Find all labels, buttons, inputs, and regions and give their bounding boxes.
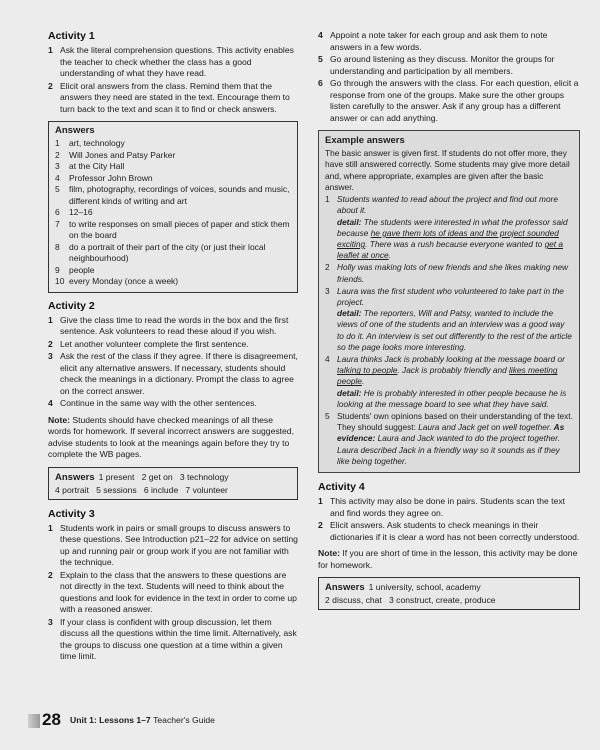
answer-detail <box>337 388 573 410</box>
answer-text: art, technology <box>69 138 125 148</box>
answer-text-part: . <box>361 376 365 387</box>
answer-text: Will Jones and Patsy Parker <box>69 149 176 160</box>
item-text: Ask the rest of the class if they agree. If there is disagreement, elicit any alternative answers. If necessary, students should check the meanings in a dictionary. Prompt the class to agree on the correct answer. <box>60 351 298 396</box>
answer-number: 2 <box>55 149 60 160</box>
answer-text: at the City Hall <box>69 161 125 171</box>
activity-3-list-continued <box>318 30 580 124</box>
answer-text: 12–16 <box>69 207 93 217</box>
answers-box-1 <box>48 121 298 293</box>
answer-underlined: talking to people <box>337 365 398 376</box>
answer-number: 8 <box>55 241 60 252</box>
item-text: Continue in the same way with the other sentences. <box>60 398 257 408</box>
answer-number: 4 <box>55 172 60 183</box>
item-number: 1 <box>325 194 330 205</box>
item-text: This activity may also be done in pairs. Students scan the text and find words they agree on. <box>330 496 566 518</box>
list-item <box>48 45 298 80</box>
detail-underlined: he gave them lots of ideas and the project sounded exciting <box>337 227 559 249</box>
example-answer-item <box>325 194 573 261</box>
note-label: Note: <box>48 414 70 425</box>
note-text: If you are short of time in the lesson, this activity may be done for homework. <box>318 548 578 570</box>
answer-text: to write responses on small pieces of paper and stick them on the board <box>69 218 290 240</box>
answer-item <box>55 265 291 277</box>
answer-item <box>55 173 291 185</box>
list-item <box>318 496 580 519</box>
answer-text: people <box>69 264 95 275</box>
example-answer-item <box>325 262 573 284</box>
item-text: Go around listening as they discuss. Monitor the groups for understanding and participation by all members. <box>330 54 555 76</box>
answer-italic: Laura and Jack wanted to do the project together. Laura described Jack in a friendly way so it sounds as if they like being together. <box>337 433 560 466</box>
answer-text: do a portrait of their part of the city (or just their local neighbourhood) <box>69 241 266 263</box>
answers-title: Answers <box>55 471 95 483</box>
item-number: 2 <box>48 569 53 580</box>
right-column <box>318 30 580 618</box>
answer-underlined: likes meeting people <box>337 365 558 387</box>
answers-title: Answers <box>325 582 365 594</box>
answer-text: Laura was the first student who volunteered to take part in the project. <box>337 285 564 308</box>
list-item <box>318 30 580 53</box>
answers-box-4 <box>318 577 580 610</box>
page-number: 28 <box>42 710 61 729</box>
detail-text: He is probably interested in other people because he is looking at the message board to see what they have said. <box>337 387 567 409</box>
item-number: 5 <box>325 411 330 422</box>
footer-tab-decoration <box>28 714 40 728</box>
item-number: 5 <box>318 54 323 64</box>
note-text: Students should have checked meanings of all these words for homework. If several incorrect answers are suggested, advise students to look at the meanings again before they try to complete the WB pages. <box>48 414 294 459</box>
detail-label: detail: <box>337 387 362 398</box>
unit-title: Unit 1: Lessons 1–7 <box>70 715 151 725</box>
answer-text <box>337 354 565 386</box>
list-item <box>318 78 580 124</box>
answer-text-part: Laura thinks Jack is probably looking at the message board or <box>337 354 565 365</box>
item-number: 4 <box>318 30 323 40</box>
item-number: 4 <box>48 398 53 408</box>
answer-detail <box>337 217 573 262</box>
list-item <box>48 351 298 397</box>
item-text: Appoint a note taker for each group and ask them to note answers in a few words. <box>330 30 548 52</box>
answer-item <box>55 219 291 242</box>
activity-3-list <box>48 523 298 663</box>
list-item <box>48 81 298 116</box>
list-item <box>48 339 298 351</box>
left-column <box>48 30 298 664</box>
detail-label: detail: <box>337 216 362 227</box>
list-item <box>318 520 580 543</box>
answer-number: 6 <box>55 207 60 217</box>
item-number: 1 <box>48 314 53 325</box>
answer-item <box>55 276 291 288</box>
answer-text: Students wanted to read about the project and find out more about it. <box>337 194 558 216</box>
answer-number: 5 <box>55 184 60 194</box>
answer-text: Holly was making lots of new friends and she likes making new friends. <box>337 262 569 284</box>
item-number: 6 <box>318 78 323 88</box>
answer-number: 9 <box>55 264 60 275</box>
answer-text: every Monday (once a week) <box>69 276 179 286</box>
list-item <box>48 617 298 663</box>
item-number: 1 <box>318 496 323 507</box>
detail-text: The reporters, Will and Patsy, wanted to include the views of one of the students and an interview was a good way to do it. An interview is set out differently to the rest of the article so the page looks more interesting. <box>337 308 572 352</box>
example-answers-title: Example answers <box>325 135 405 146</box>
item-text: Ask the literal comprehension questions. This activity enables the teacher to check whether the class has a good understanding of what they have read. <box>60 45 294 78</box>
footer-unit-label <box>70 715 215 725</box>
answer-number: 7 <box>55 218 60 229</box>
answers-line-1: 1 present 2 get on 3 technology <box>98 471 229 482</box>
example-answers-box <box>318 130 580 473</box>
item-text: Elicit oral answers from the class. Remind them that the answers they need are stated in the text. Encourage them to turn back to the text and scan it to find or check answers. <box>60 80 290 114</box>
item-number: 3 <box>48 616 53 627</box>
detail-underlined: get a leaflet at once <box>337 239 564 261</box>
example-answer-item <box>325 354 573 410</box>
item-number: 1 <box>48 522 53 533</box>
evidence-label: As evidence: <box>337 422 565 444</box>
example-answers-intro: The basic answer is given first. If students do not offer more, they have still answered correctly. Some students may give more detail and, where appropriate, examples are given after the basic answer. <box>325 148 570 192</box>
item-text: Let another volunteer complete the first sentence. <box>60 338 249 349</box>
item-text: Give the class time to read the words in the box and the first sentence. Ask volunteers to read these aloud if you wish. <box>60 314 289 336</box>
answer-italic: Laura and Jack get on well together. <box>418 422 552 433</box>
detail-text: The students were interested in what the professor said because <box>337 216 568 238</box>
activity-2-list <box>48 315 298 410</box>
detail-text: . There was a rush because everyone wanted to <box>365 239 545 249</box>
answer-text: Students' own opinions based on their understanding of the text. They should suggest: <box>337 411 573 433</box>
activity-2-note <box>48 415 298 461</box>
activity-2-heading: Activity 2 <box>48 299 95 312</box>
answer-item <box>55 161 291 173</box>
list-item <box>48 315 298 338</box>
page-footer <box>28 712 328 730</box>
answers-line-2: 4 portrait 5 sessions 6 include 7 volunteer <box>55 484 228 495</box>
list-item <box>48 398 298 410</box>
activity-4-heading: Activity 4 <box>318 481 365 494</box>
list-item <box>48 570 298 616</box>
example-answer-item <box>325 411 573 467</box>
item-number: 3 <box>48 351 53 361</box>
item-number: 2 <box>318 520 323 531</box>
activity-4-note <box>318 548 580 571</box>
activity-4-list <box>318 496 580 543</box>
item-text: Elicit answers. Ask students to check meanings in their dictionaries if it is clear a word has not been correctly understood. <box>330 520 580 542</box>
detail-text: . <box>388 250 391 261</box>
answer-item <box>55 242 291 265</box>
answer-number: 10 <box>55 276 65 286</box>
answers-title: Answers <box>55 125 95 136</box>
item-number: 3 <box>325 285 330 296</box>
item-text: If your class is confident with group discussion, let them discuss all the questions within the time limit. Alternatively, ask the groups to discuss one question at a time within a given time limit. <box>60 616 297 661</box>
answer-number: 3 <box>55 161 60 171</box>
answer-text-part: . Jack is probably friendly and <box>397 365 510 376</box>
item-number: 2 <box>48 338 53 349</box>
guide-title: Teacher's Guide <box>153 715 215 725</box>
answer-item <box>55 207 291 219</box>
item-text: Go through the answers with the class. For each question, elicit a response from one of the groups. Make sure the other groups listen carefully to the answer. Ask if any group has a different answer or can add anything. <box>330 78 579 123</box>
answer-number: 1 <box>55 138 60 148</box>
item-number: 2 <box>325 262 330 273</box>
list-item <box>318 54 580 77</box>
note-label: Note: <box>318 548 340 559</box>
item-number: 1 <box>48 45 53 55</box>
answer-detail <box>337 308 573 353</box>
answer-item <box>55 138 291 150</box>
answers-box-2 <box>48 467 298 500</box>
answers-line-2: 2 discuss, chat 3 construct, create, produce <box>325 595 496 606</box>
activity-1-heading: Activity 1 <box>48 30 95 42</box>
item-text: Explain to the class that the answers to these questions are not directly in the text. Students will need to think about the questions and look for evidence in the text in order to come up with a reasoned answer. <box>60 569 297 614</box>
detail-label: detail: <box>337 308 362 319</box>
list-item <box>48 523 298 569</box>
item-number: 4 <box>325 354 330 365</box>
example-answer-item <box>325 286 573 353</box>
item-text: Students work in pairs or small groups to discuss answers to these questions. See Introduction p21–22 for advice on setting up and running pair or group work if you are not familiar with the technique. <box>60 522 298 567</box>
item-number: 2 <box>48 80 53 91</box>
answer-item <box>55 150 291 162</box>
answer-text: Professor John Brown <box>69 172 153 183</box>
activity-1-list <box>48 45 298 115</box>
activity-3-heading: Activity 3 <box>48 507 95 520</box>
answer-text: film, photography, recordings of voices, sounds and music, different kinds of writing and art <box>69 184 290 206</box>
answers-line-1: 1 university, school, academy <box>368 582 481 593</box>
answer-item <box>55 184 291 207</box>
